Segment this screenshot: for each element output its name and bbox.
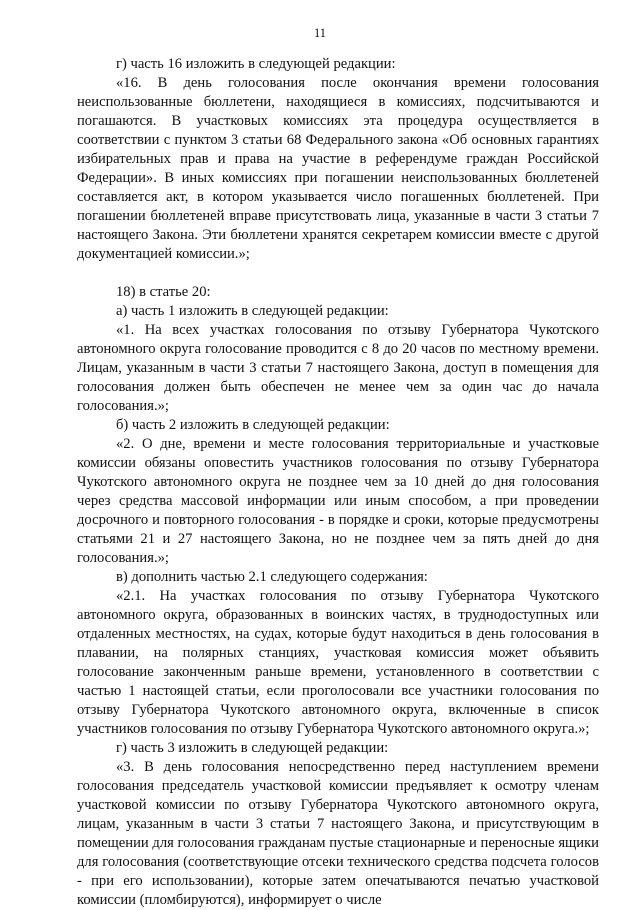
part-2-text: «2. О дне, времени и месте голосования территориальные и участковые комиссии обязаны оповестить участников голосования по отзыву Губернатора Чукотского автономного округа не позднее чем за 10 дней до дня голосования через средства массовой информации или иным способом, а при проведении досрочного и повторного голосования - в порядке и сроки, которые предусмотрены статьями 21 и 27 настоящего Закона, но не позднее чем за пять дней до дня голосования.»; <box>77 436 599 566</box>
paragraph-gap <box>77 264 599 283</box>
amendment-item-g-part-16: г) часть 16 изложить в следующей редакции: <box>116 56 396 72</box>
part-3-text: «3. В день голосования непосредственно перед наступлением времени голосования председатель участковой комиссии предъявляет к осмотру членам участковой комиссии по отзыву Губернатора Чукотского автономного округа, лицам, указанным в части 3 статьи 7 настоящего Закона, и присутствующим в помещении для голосования гражданам пустые стационарные и переносные ящики для голосования (соответствующие отсеки технического средства подсчета голосов - при его использовании), которые затем опечатываются печатью участковой комиссии (пломбируются), информирует о числе <box>77 759 599 908</box>
amendment-item-b-part-2: б) часть 2 изложить в следующей редакции: <box>116 417 390 433</box>
item-18-article-20: 18) в статье 20: <box>116 284 211 300</box>
document-body <box>77 55 599 910</box>
page-number: 11 <box>313 26 327 40</box>
amendment-item-a-part-1: а) часть 1 изложить в следующей редакции: <box>116 303 389 319</box>
part-16-text: «16. В день голосования после окончания времени голосования неиспользованные бюллетени, находящиеся в комиссиях, подсчитываются и погашаются. В участковых комиссиях эта процедура осуществляется в соответствии с пунктом 3 статьи 68 Федерального закона «Об основных гарантиях избирательных прав и права на участие в референдуме граждан Российской Федерации». В иных комиссиях при погашении неиспользованных бюллетеней составляется акт, в котором указывается число погашенных бюллетеней. При погашении бюллетеней вправе присутствовать лица, указанные в части 3 статьи 7 настоящего Закона. Эти бюллетени хранятся секретарем комиссии вместе с другой документацией комиссии.»; <box>77 75 599 262</box>
amendment-item-g-part-3: г) часть 3 изложить в следующей редакции: <box>116 740 389 756</box>
part-1-text: «1. На всех участках голосования по отзыву Губернатора Чукотского автономного округа голосование проводится с 8 до 20 часов по местному времени. Лицам, указанным в части 3 статьи 7 настоящего Закона, доступ в помещения для голосования должен быть обеспечен не менее чем за один час до начала голосования.»; <box>77 322 599 414</box>
amendment-item-v-part-2-1: в) дополнить частью 2.1 следующего содержания: <box>116 569 428 585</box>
part-2-1-text: «2.1. На участках голосования по отзыву Губернатора Чукотского автономного округа, образованных в воинских частях, в труднодоступных или отдаленных местностях, на судах, которые будут находиться в день голосования в плавании, на полярных станциях, участковая комиссия может объявить голосование законченным раньше времени, установленного в соответствии с частью 1 настоящей статьи, если проголосовали все участники голосования по отзыву Губернатора Чукотского автономного округа, включенные в список участников голосования по отзыву Губернатора Чукотского автономного округа.»; <box>77 588 599 737</box>
